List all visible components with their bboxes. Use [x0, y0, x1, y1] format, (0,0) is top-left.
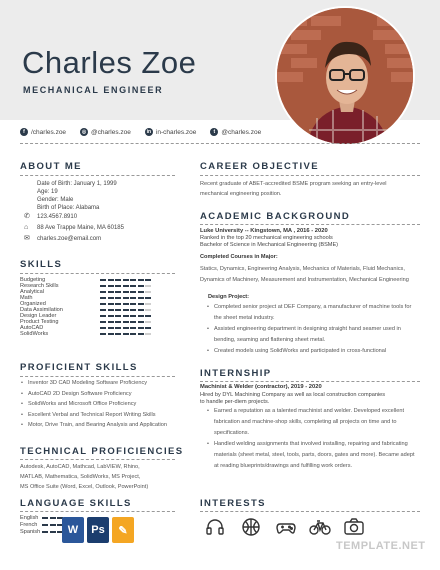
- skill-bar-segment: [130, 297, 136, 299]
- skill-name: Spanish: [20, 528, 41, 535]
- skill-bar-segment: [108, 279, 114, 281]
- internship-hired: Hired by DYL Machining Company as well as local construction companies: [200, 392, 386, 398]
- skill-bar-segment: [115, 327, 121, 329]
- social-link: [20, 126, 66, 138]
- word-icon: W: [62, 517, 84, 543]
- career-text: [200, 180, 420, 199]
- skill-bar-segment: [100, 285, 106, 287]
- courses-text: [200, 264, 420, 286]
- career-title: CAREER OBJECTIVE: [200, 161, 320, 172]
- proficient-item: • AutoCAD 2D Design Software Proficiency: [20, 389, 180, 400]
- skill-bar-segment: [145, 297, 151, 299]
- internship-item: • Handled welding assignments that involved installing, repairing and fabricating materials (sheet metal, steel, tools, parts, doors, gates and more). Became adept at reading blueprints/drawings and fulfilling work orders.: [206, 439, 418, 472]
- language-title: LANGUAGE SKILLS: [20, 498, 132, 509]
- skill-bar-segment: [145, 279, 151, 281]
- technical-line: Autodesk, AutoCAD, Mathcad, LabVIEW, Rhino,: [20, 464, 140, 470]
- skill-bar: [100, 333, 151, 335]
- about-title: ABOUT ME: [20, 161, 82, 172]
- skill-bar: [100, 309, 151, 311]
- skill-bar-segment: [130, 309, 136, 311]
- skill-bar: [100, 285, 151, 287]
- technical-line: MS Office Suite (Word, Excel, Outlook, PowerPoint): [20, 484, 149, 490]
- gamepad-icon: [275, 516, 297, 538]
- divider: [20, 143, 420, 144]
- about-address: 88 Ave Trappe Maine, MA 60185: [37, 225, 124, 231]
- internship-list: [206, 406, 418, 472]
- skill-bar: [100, 297, 151, 299]
- skill-bar-segment: [145, 285, 151, 287]
- person-name: Charles Zoe: [22, 45, 197, 80]
- basketball-icon: [240, 516, 262, 538]
- social-link: [210, 126, 261, 138]
- skill-bar-segment: [130, 291, 136, 293]
- skill-bar-segment: [123, 303, 129, 305]
- skill-bar-segment: [130, 279, 136, 281]
- skill-bar-segment: [123, 333, 129, 335]
- skill-bar-segment: [100, 309, 106, 311]
- skill-bar-segment: [108, 327, 114, 329]
- skill-bar-segment: [115, 309, 121, 311]
- template-logo: TEMPLATE.NET: [336, 540, 426, 552]
- skill-name: Design Leader: [20, 313, 57, 319]
- interests-title: INTERESTS: [200, 498, 266, 509]
- skill-bar-segment: [123, 291, 129, 293]
- skill-bar-segment: [100, 333, 106, 335]
- proficient-title: PROFICIENT SKILLS: [20, 362, 138, 373]
- proficient-item: • Inventor 3D CAD Modeling Software Proficiency: [20, 378, 180, 389]
- skill-bar-segment: [138, 297, 144, 299]
- about-gender: Gender: Male: [37, 197, 74, 203]
- facebook-icon: f: [20, 128, 28, 136]
- divider: [20, 273, 175, 274]
- skill-bar-segment: [115, 291, 121, 293]
- social-handle: /charles.zoe: [31, 128, 67, 136]
- proficient-item: • Motor, Drive Train, and Bearing Analysis and Application: [20, 420, 180, 431]
- social-link: [145, 126, 196, 138]
- skill-name: AutoCAD: [20, 325, 44, 331]
- social-handle: @charles.zoe: [91, 128, 131, 136]
- career-line: Recent graduate of ABET-accredited BSME program seeking an entry-level: [200, 181, 387, 187]
- skill-bar-segment: [115, 321, 121, 323]
- skill-bar: [100, 303, 151, 305]
- divider: [200, 224, 420, 225]
- skill-name: Budgeting: [20, 277, 46, 283]
- skill-bar-segment: [123, 327, 129, 329]
- skill-bar-segment: [123, 297, 129, 299]
- phone-icon: ✆: [24, 213, 30, 220]
- skill-bar: [100, 279, 151, 281]
- skill-bar-segment: [100, 303, 106, 305]
- technical-lines: [20, 462, 185, 492]
- divider: [200, 381, 420, 382]
- skill-bar-segment: [145, 309, 151, 311]
- internship-hired2: to handle per-diem projects.: [200, 399, 270, 405]
- skill-bar-segment: [108, 285, 114, 287]
- proficient-item: • Excellent Verbal and Technical Report Writing Skills: [20, 410, 180, 421]
- divider: [20, 511, 175, 512]
- academic-rank: Ranked in the top 20 mechanical engineering schools: [200, 235, 333, 241]
- skill-bar-segment: [123, 279, 129, 281]
- skill-bar-segment: [115, 279, 121, 281]
- internship-item: • Earned a reputation as a talented machinist and welder. Developed excellent fabrication and machine-shop skills, completing all projects on time and to specifications.: [206, 406, 418, 439]
- courses-label: Completed Courses in Major:: [200, 254, 278, 260]
- skill-bar-segment: [123, 315, 129, 317]
- skill-bar-segment: [145, 327, 151, 329]
- skill-bar-segment: [108, 309, 114, 311]
- project-list: [206, 302, 416, 357]
- skill-bar-segment: [108, 321, 114, 323]
- about-birthplace: Birth of Place: Alabama: [37, 205, 100, 211]
- skill-bar-segment: [145, 303, 151, 305]
- skill-bar-segment: [100, 291, 106, 293]
- skill-bar-segment: [138, 327, 144, 329]
- internship-position: Machinist & Welder (contractor), 2019 - 2020: [200, 384, 322, 390]
- skill-bar-segment: [123, 285, 129, 287]
- skill-bar-segment: [100, 315, 106, 317]
- divider: [20, 376, 175, 377]
- project-item: • Created models using SolidWorks and participated in cross-functional: [206, 346, 416, 357]
- skill-bar-segment: [145, 291, 151, 293]
- job-title: MECHANICAL ENGINEER: [23, 85, 164, 95]
- about-phone: 123.4567.8910: [37, 214, 78, 220]
- skill-bar-segment: [100, 297, 106, 299]
- proficient-item: • SolidWorks and Microsoft Office Proficiency: [20, 399, 180, 410]
- skill-bar-segment: [115, 303, 121, 305]
- skill-bar-segment: [115, 315, 121, 317]
- about-dob: Date of Birth: January 1, 1999: [37, 181, 117, 187]
- skill-bar-segment: [100, 279, 106, 281]
- email-icon: ✉: [24, 235, 30, 242]
- skill-bar-segment: [115, 333, 121, 335]
- technical-line: MATLAB, Mathematica, SolidWorks, MS Project,: [20, 474, 141, 480]
- skill-name: Research Skills: [20, 283, 59, 289]
- skill-bar-segment: [138, 303, 144, 305]
- about-email: charles.zoe@email.com: [37, 236, 102, 242]
- skill-bar-segment: [138, 321, 144, 323]
- skill-bar-segment: [100, 327, 106, 329]
- skill-bar-segment: [42, 524, 48, 526]
- linkedin-icon: in: [146, 129, 152, 135]
- skill-name: Product Testing: [20, 319, 59, 325]
- skill-bar: [100, 321, 151, 323]
- headphones-icon: [204, 516, 226, 538]
- photoshop-icon: Ps: [87, 517, 109, 543]
- skill-bar: [100, 291, 151, 293]
- divider: [20, 459, 175, 460]
- skill-bar-segment: [100, 321, 106, 323]
- project-item: • Assisted engineering department in designing straight hand seamer used in bending, seaming and flattening sheet metal.: [206, 324, 416, 346]
- social-handle: in-charles.zoe: [155, 128, 197, 136]
- profile-photo: [275, 6, 415, 146]
- skill-bar-segment: [115, 285, 121, 287]
- skill-name: SolidWorks: [20, 331, 49, 337]
- skill-bar-segment: [42, 531, 48, 533]
- skill-bar-segment: [138, 285, 144, 287]
- skill-bar-segment: [138, 291, 144, 293]
- skill-bar-segment: [115, 297, 121, 299]
- instagram-icon: ◎: [81, 129, 87, 135]
- divider: [200, 511, 420, 512]
- skill-bar-segment: [138, 315, 144, 317]
- skill-bar-segment: [130, 315, 136, 317]
- technical-title: TECHNICAL PROFICIENCIES: [20, 446, 184, 457]
- skill-bar-segment: [123, 321, 129, 323]
- skill-bar-segment: [50, 517, 56, 519]
- skill-name: Math: [20, 295, 33, 301]
- skill-bar-segment: [138, 279, 144, 281]
- skill-name: Data Assimilation: [20, 307, 63, 313]
- skill-name: French: [20, 521, 38, 528]
- skill-bar-segment: [108, 291, 114, 293]
- skills-title: SKILLS: [20, 259, 63, 270]
- social-handle: @charles.zoe: [221, 128, 262, 136]
- skill-bar-segment: [108, 303, 114, 305]
- skill-name: Analytical: [20, 289, 44, 295]
- location-icon: ⌂: [24, 224, 29, 231]
- academic-school: Luke University -- Kingstown, MA , 2016 - 2020: [200, 228, 328, 234]
- social-link: [80, 126, 131, 138]
- skill-bar-segment: [50, 531, 56, 533]
- skill-bar-segment: [108, 333, 114, 335]
- skill-bar-segment: [130, 333, 136, 335]
- skill-bar-segment: [108, 297, 114, 299]
- skill-name: English: [20, 514, 39, 521]
- skill-bar-segment: [130, 285, 136, 287]
- camera-icon: [343, 516, 365, 538]
- twitter-icon: t: [210, 128, 218, 136]
- divider: [20, 175, 175, 176]
- skill-bar-segment: [123, 309, 129, 311]
- internship-title: INTERNSHIP: [200, 368, 272, 379]
- academic-degree: Bachelor of Science in Mechanical Engineering (BSME): [200, 242, 339, 248]
- skill-bar-segment: [138, 309, 144, 311]
- bicycle-icon: [309, 516, 331, 538]
- skill-bar: [100, 327, 151, 329]
- skill-bar-segment: [130, 321, 136, 323]
- academic-title: ACADEMIC BACKGROUND: [200, 211, 351, 222]
- project-item: • Completed senior project at DEF Company, a manufacturer of machine tools for the sheet metal industry.: [206, 302, 416, 324]
- skill-bar-segment: [145, 321, 151, 323]
- social-links: [20, 126, 420, 138]
- skills-list: [20, 277, 151, 337]
- skill-bar-segment: [42, 517, 48, 519]
- skill-row: [20, 331, 151, 337]
- project-label: Design Project:: [208, 294, 250, 300]
- about-age: Age: 19: [37, 189, 58, 195]
- skill-bar-segment: [130, 303, 136, 305]
- pencil-app-icon: ✎: [112, 517, 134, 543]
- skill-bar: [100, 315, 151, 317]
- divider: [200, 175, 420, 176]
- skill-bar-segment: [108, 315, 114, 317]
- proficient-list: [20, 378, 180, 431]
- skill-bar-segment: [50, 524, 56, 526]
- career-line: mechanical engineering position.: [200, 190, 282, 197]
- skill-bar-segment: [130, 327, 136, 329]
- skill-bar-segment: [145, 333, 151, 335]
- courses-line: Dynamics of Machinery, Measurement and Instrumentation, Mechanical Engineering: [200, 277, 409, 283]
- skill-bar-segment: [145, 315, 151, 317]
- skill-bar-segment: [138, 333, 144, 335]
- skill-name: Organized: [20, 301, 46, 307]
- courses-line: Statics, Dynamics, Engineering Analysis, Mechanics of Materials, Fluid Mechanics,: [200, 266, 405, 272]
